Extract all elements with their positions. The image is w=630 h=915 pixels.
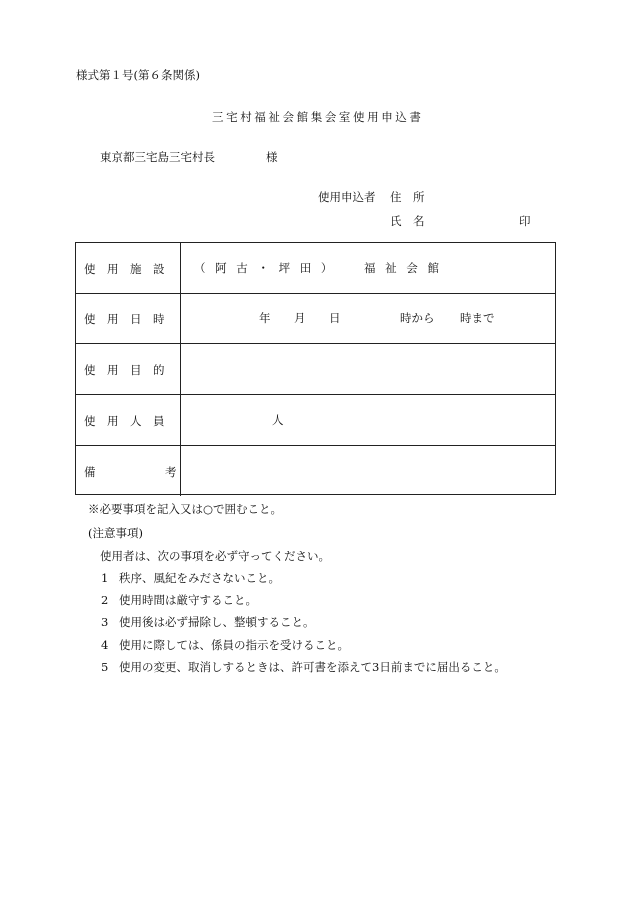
caution-intro: 使用者は、次の事項を必ず守ってください。	[100, 549, 330, 563]
facility-location[interactable]: （ 阿 古 ・ 坪 田 ）	[194, 261, 336, 275]
addressee-honorific: 様	[266, 150, 278, 164]
row-label: 備	[84, 465, 96, 479]
applicant-label: 使用申込者	[318, 190, 376, 204]
caution-item-number: 3	[101, 615, 109, 629]
addressee-name: 東京都三宅島三宅村長	[100, 150, 215, 164]
row-label: 使 用 施 設	[84, 262, 165, 276]
row-label: 使 用 目 的	[84, 363, 165, 377]
row-label: 使 用 人 員	[84, 414, 165, 428]
document-title: 三宅村福祉会館集会室使用申込書	[212, 110, 424, 124]
form-number: 様式第１号(第６条関係)	[76, 68, 200, 82]
month-unit: 月	[294, 311, 306, 325]
time-to: 時まで	[460, 311, 495, 325]
seal-mark: 印	[519, 214, 531, 228]
caution-item: 使用に際しては、係員の指示を受けること。	[119, 638, 349, 652]
application-table	[75, 242, 556, 495]
caution-item-number: 1	[101, 571, 109, 585]
caution-item: 使用の変更、取消しするときは、許可書を添えて3日前までに届出ること。	[119, 660, 506, 674]
caution-item-number: 2	[101, 593, 109, 607]
table-row-datetime	[76, 293, 555, 344]
table-row-remarks	[76, 446, 555, 496]
caution-item-number: 5	[101, 660, 109, 674]
table-row-facility	[76, 243, 555, 294]
time-from: 時から	[400, 311, 435, 325]
person-unit: 人	[272, 413, 284, 427]
table-row-attendees	[76, 395, 555, 446]
table-row-purpose	[76, 344, 555, 395]
day-unit: 日	[329, 311, 341, 325]
caution-item: 使用時間は厳守すること。	[119, 593, 257, 607]
year-unit: 年	[259, 311, 271, 325]
caution-item-number: 4	[101, 638, 109, 652]
caution-heading: (注意事項)	[88, 526, 143, 540]
instruction-note: ※必要事項を記入又は○で囲むこと。	[88, 502, 283, 516]
address-label: 住 所	[390, 190, 425, 204]
facility-name: 福 祉 会 館	[364, 261, 442, 275]
caution-item: 使用後は必ず掃除し、整頓すること。	[119, 615, 315, 629]
caution-item: 秩序、風紀をみださないこと。	[119, 571, 280, 585]
row-label: 考	[165, 465, 177, 479]
row-label: 使 用 日 時	[84, 312, 165, 326]
name-label: 氏 名	[390, 214, 425, 228]
